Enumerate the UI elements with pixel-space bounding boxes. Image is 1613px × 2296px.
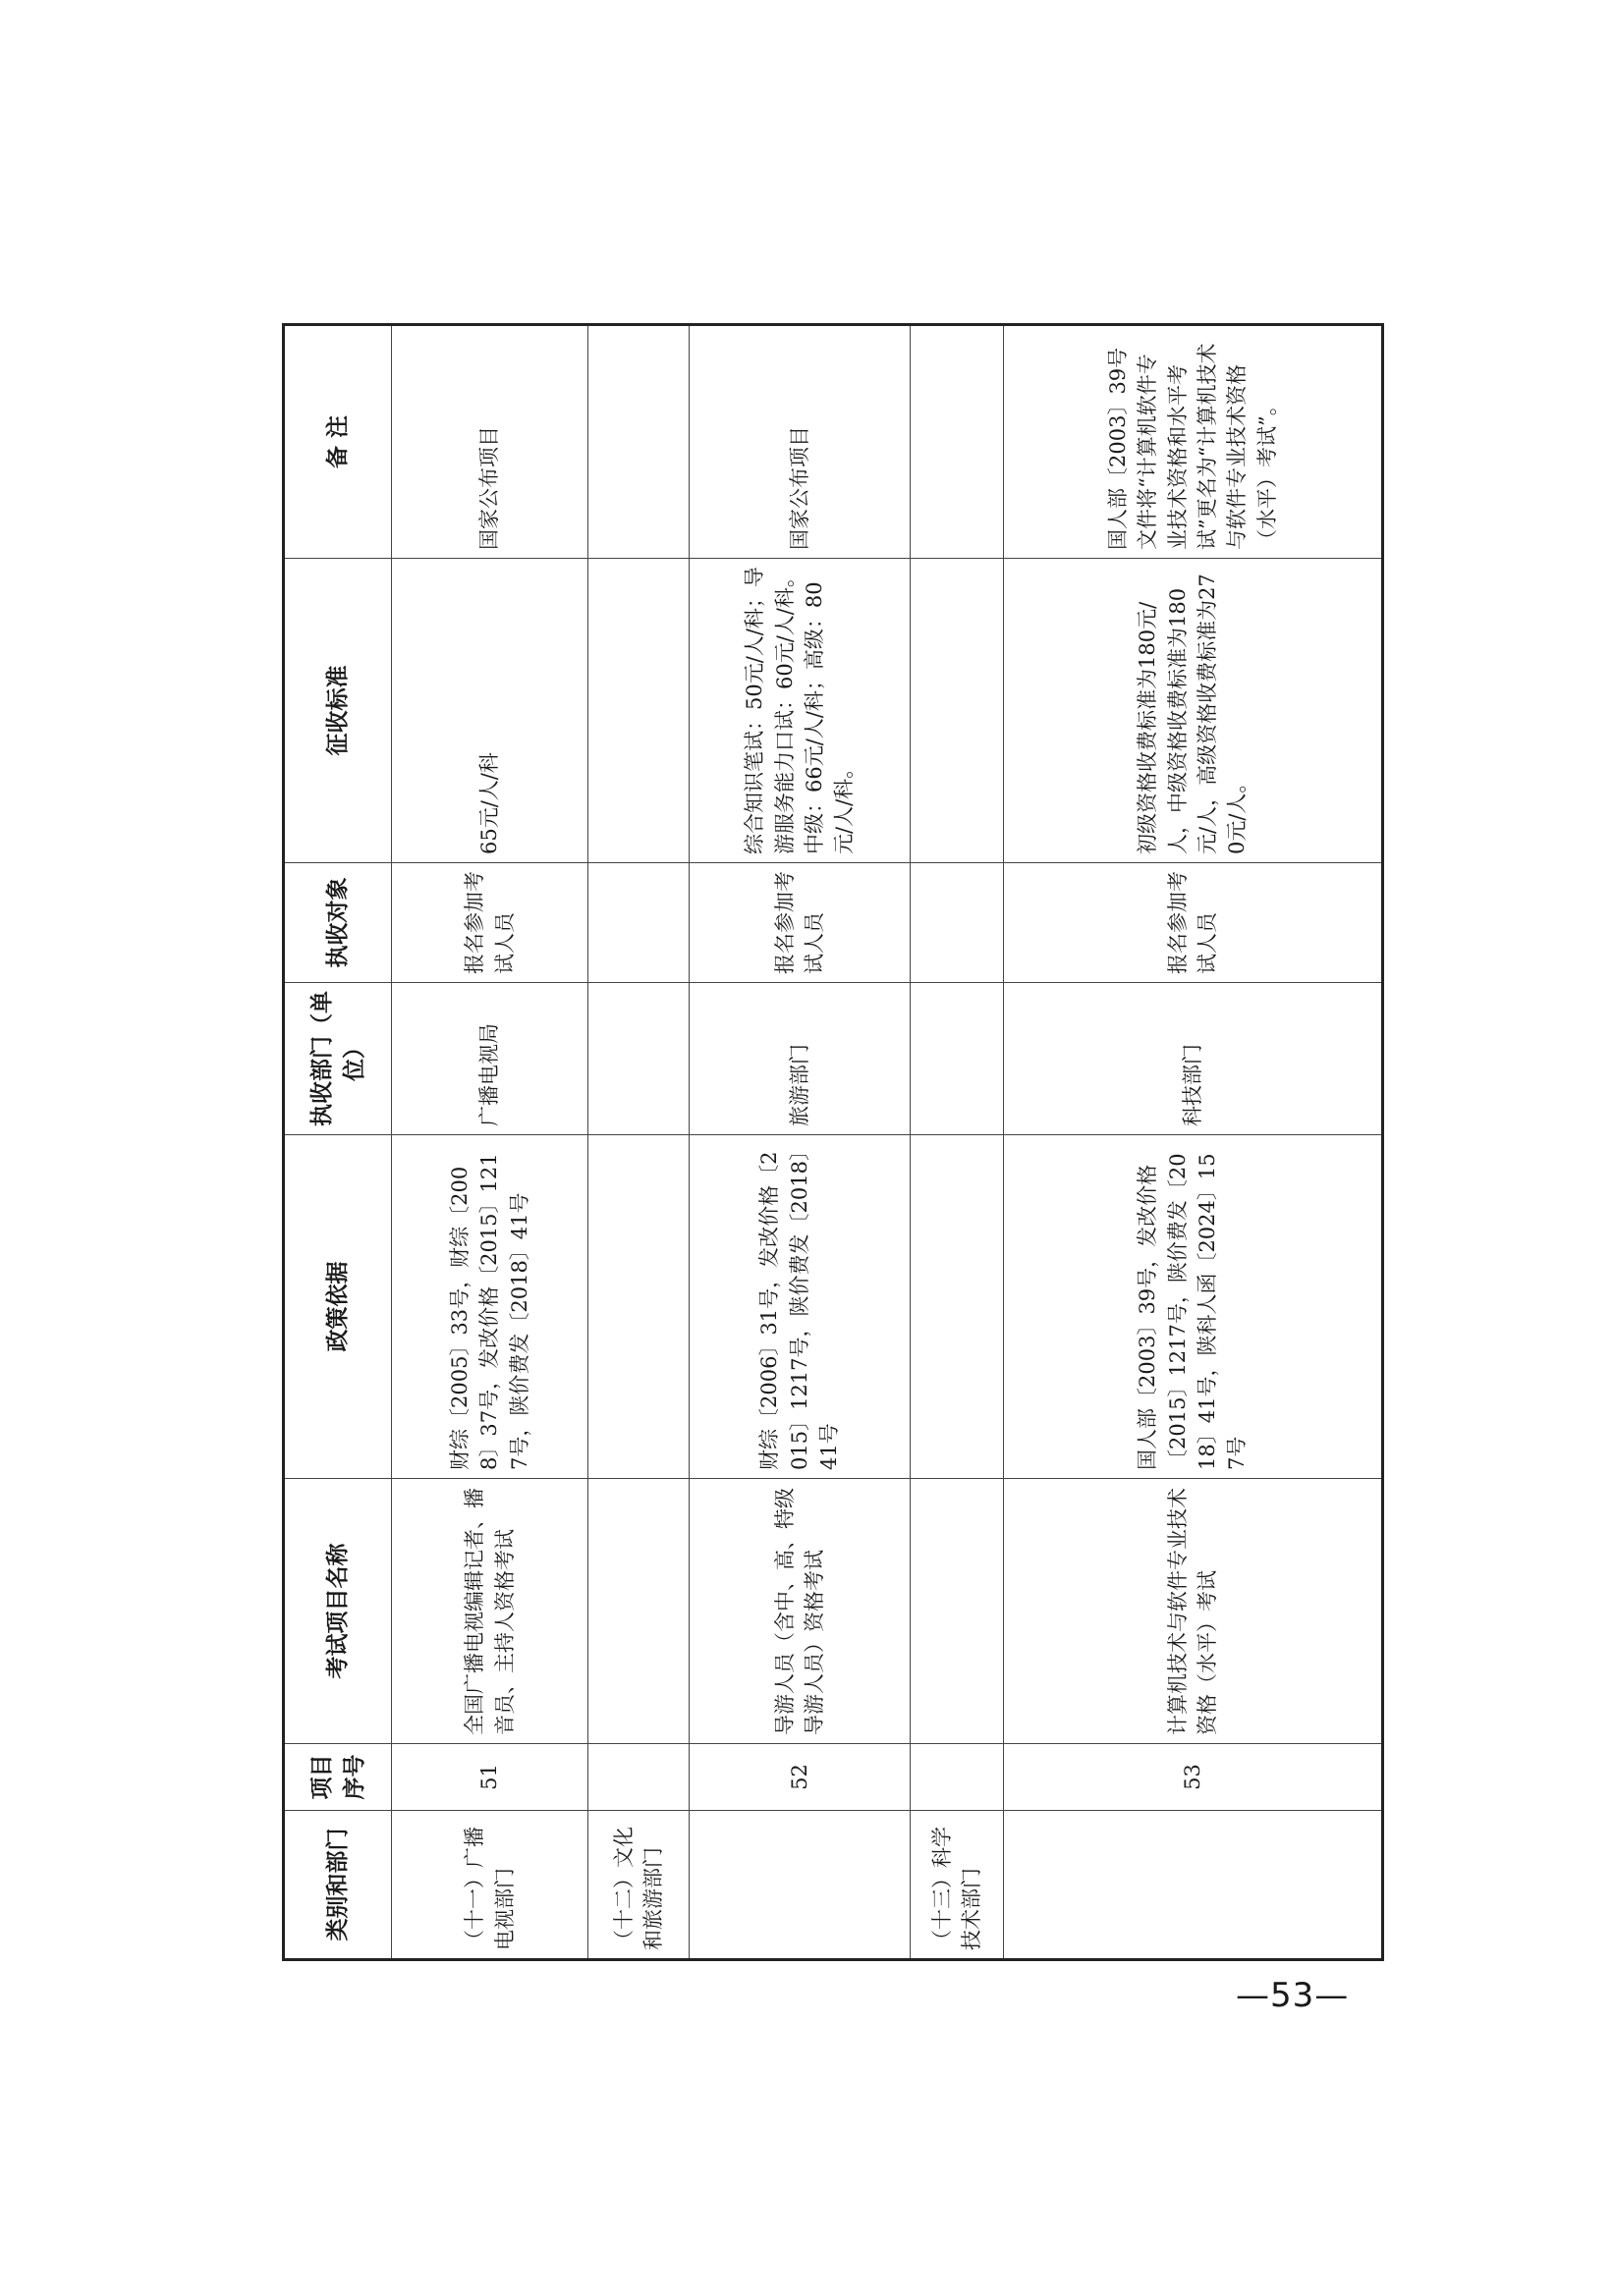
cell-basis: 财综〔2005〕33号，财综〔2008〕37号，发改价格〔2015〕1217号，陕价费发〔2018〕41号 [392, 1135, 588, 1479]
cell-standard: 初级资格收费标准为180元/人，中级资格收费标准为180元/人，高级资格收费标准为270元/人。 [1004, 559, 1383, 863]
cell-exam-name: 导游人员（含中、高、特级导游人员）资格考试 [690, 1479, 911, 1744]
header-category: 类别和部门 [284, 1811, 392, 1960]
cell-seq: 51 [392, 1744, 588, 1811]
cell-category [1004, 1811, 1383, 1960]
cell-category: （十一）广播电视部门 [392, 1811, 588, 1960]
page-number: —53— [1236, 1976, 1350, 2015]
cell-dept: 科技部门 [1004, 983, 1383, 1135]
cell-target: 报名参加考试人员 [690, 863, 911, 983]
header-target: 执收对象 [284, 863, 392, 983]
cell-remarks: 国人部〔2003〕39号文件将“计算机软件专业技术资格和水平考试”更名为“计算机技术与软件专业技术资格（水平）考试”。 [1004, 325, 1383, 559]
cell-basis [588, 1135, 690, 1479]
cell-seq: 53 [1004, 1744, 1383, 1811]
cell-exam-name: 全国广播电视编辑记者、播音员、主持人资格考试 [392, 1479, 588, 1744]
cell-basis [911, 1135, 1004, 1479]
table-header-row [284, 325, 392, 1960]
cell-standard: 综合知识笔试：50元/人/科；导游服务能力口试：60元/人/科。中级：66元/人/科；高级：80元/人/科。 [690, 559, 911, 863]
cell-category: （十二）文化和旅游部门 [588, 1811, 690, 1960]
cell-dept: 旅游部门 [690, 983, 911, 1135]
cell-seq [588, 1744, 690, 1811]
header-exam-name: 考试项目名称 [284, 1479, 392, 1744]
cell-target: 报名参加考试人员 [1004, 863, 1383, 983]
cell-remarks: 国家公布项目 [690, 325, 911, 559]
table-row [1004, 325, 1383, 1960]
header-remarks: 备 注 [284, 325, 392, 559]
fee-table-rotated [282, 326, 1367, 1961]
cell-target [911, 863, 1004, 983]
cell-dept: 广播电视局 [392, 983, 588, 1135]
table-row [690, 325, 911, 1960]
cell-standard [588, 559, 690, 863]
cell-standard: 65元/人/科 [392, 559, 588, 863]
cell-exam-name: 计算机技术与软件专业技术资格（水平）考试 [1004, 1479, 1383, 1744]
cell-seq [911, 1744, 1004, 1811]
header-standard: 征收标准 [284, 559, 392, 863]
cell-remarks: 国家公布项目 [392, 325, 588, 559]
table-row [911, 325, 1004, 1960]
header-basis: 政策依据 [284, 1135, 392, 1479]
cell-remarks [911, 325, 1004, 559]
cell-remarks [588, 325, 690, 559]
fee-table [282, 323, 1384, 1961]
header-dept: 执收部门（单位） [284, 983, 392, 1135]
cell-dept [588, 983, 690, 1135]
table-row [392, 325, 588, 1960]
cell-category [690, 1811, 911, 1960]
cell-seq: 52 [690, 1744, 911, 1811]
cell-category: （十三）科学技术部门 [911, 1811, 1004, 1960]
cell-exam-name [588, 1479, 690, 1744]
table-row [588, 325, 690, 1960]
cell-dept [911, 983, 1004, 1135]
cell-basis: 国人部〔2003〕39号，发改价格〔2015〕1217号，陕价费发〔2018〕41号，陕科人函〔2024〕157号 [1004, 1135, 1383, 1479]
cell-basis: 财综〔2006〕31号，发改价格〔2015〕1217号，陕价费发〔2018〕41号 [690, 1135, 911, 1479]
cell-target: 报名参加考试人员 [392, 863, 588, 983]
cell-target [588, 863, 690, 983]
header-seq: 项目序号 [284, 1744, 392, 1811]
cell-exam-name [911, 1479, 1004, 1744]
cell-standard [911, 559, 1004, 863]
